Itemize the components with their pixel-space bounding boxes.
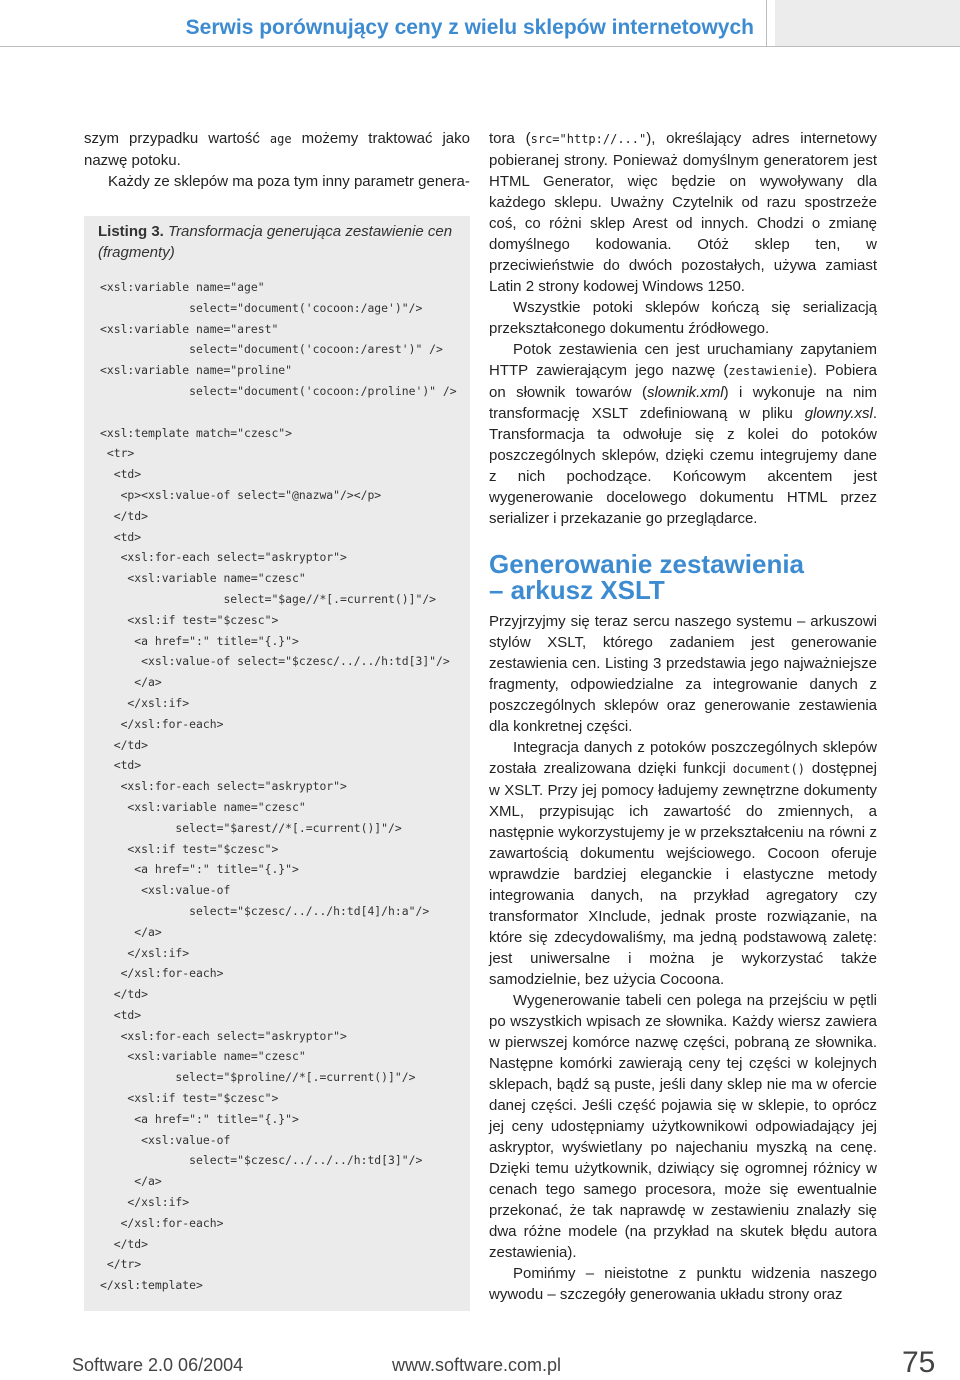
right-column xyxy=(489,128,877,1305)
inline-code: document() xyxy=(732,762,805,776)
header-divider xyxy=(766,0,767,46)
footer-magazine-issue: Software 2.0 06/2004 xyxy=(72,1355,244,1375)
paragraph: Każdy ze sklepów ma poza tym inny parametr genera- xyxy=(108,173,470,190)
paragraph: Pomińmy – nieistotne z punktu widzenia naszego wywodu – szczegóły generowania układu strony oraz xyxy=(489,1265,877,1303)
paragraph: Wygenerowanie tabeli cen polega na przejściu w pętli po wszystkich wpisach ze słownika. Każdy wiersz zawiera w pierwszej komórce nazwę części, pobraną ze słownika. Następne komórki zawierają ceny tej części w kolejnych sklepach, bądź są puste, jeśli dany sklep nie ma w ofercie danej części. Jeśli część pojawia się w sklepie, to oprócz jej ceny udostępniamy użytkownikowi odpowiadający jej askryptor, wyświetlany po najechaniu myszką na cenę. Dzięki temu użytkownik, dziwiący się ogromnej różnicy w cenach tego samego procesora, może się ewentualnie przekonać, że tak naprawdę w zestawieniu znalazły się dwa różne modele (na przykład na skutek błędu autora zestawienia). xyxy=(489,992,877,1261)
header-rule xyxy=(0,46,960,47)
paragraph: szym przypadku wartość age możemy traktować jako nazwę potoku. xyxy=(84,130,470,169)
section-heading: Generowanie zestawienia – arkusz XSLT xyxy=(489,549,805,605)
footer-website: www.software.com.pl xyxy=(392,1355,562,1375)
page-number: 75 xyxy=(902,1346,936,1379)
inline-code: src="http://..." xyxy=(530,132,647,146)
inline-code: zestawienie xyxy=(728,364,808,378)
left-column-intro xyxy=(84,128,470,192)
paragraph: Wszystkie potoki sklepów kończą się serializacją przekształconego dokumentu źródłowego. xyxy=(489,299,877,337)
paragraph: Integracja danych z potoków poszczególnych sklepów została zrealizowana dzięki funkcji document() dostępnej w XSLT. Przy jej pomocy ładujemy zewnętrzne dokumenty XML, przypisując ich zawartość do zmiennych, a następnie wykorzystujemy je w przekształceniu na równi z zawartością dokumentu wejściowego. Cocoon oferuje wprawdzie bardziej eleganckie i elastyczne metody integrowania danych, na przykład agregatory czy transformator XInclude, jednak proste rozwiązanie, na które się zdecydowaliśmy, ma jedną podstawową zaletę: jest uniwersalne i można je wykorzystać także samodzielnie, bez użycia Cocoona. xyxy=(489,739,877,988)
paragraph: tora (src="http://..."), określający adres internetowy pobieranej strony. Ponieważ domyślnym generatorem jest HTML Generator, więc będzie on wywoływany dla każdego sklepu. Uważny Czytelnik od razu spostrzeże coś, co różni sklep Arest od innych. Chodzi o zmianę domyślnego kodowania. Otóż sklep ten, w przeciwieństwie do dwóch pozostałych, używa zamiast Latin 2 strony kodowej Windows 1250. xyxy=(489,130,877,295)
code-listing: <xsl:variable name="age" select="document('cocoon:/age')"/> <xsl:variable name="arest" select="document('cocoon:/arest')" /> <xsl:variable name="proline" select="document('cocoon:/proline')" /> <xsl:template match="czesc"> <tr> <td> <p><xsl:value-of select="@nazwa"/></p> </td> <td> <xsl:for-each select="askryptor"> <xsl:variable name="czesc" select="$age//*[.=current()]"/> <xsl:if test="$czesc"> <a href=":" title="{.}"> <xsl:value-of select="$czesc/../../h:td[3]"/> </a> </xsl:if> </xsl:for-each> </td> <td> <xsl:for-each select="askryptor"> <xsl:variable name="czesc" select="$arest//*[.=current()]"/> <xsl:if test="$czesc"> <a href=":" title="{.}"> <xsl:value-of select="$czesc/../../h:td[4]/h:a"/> </a> </xsl:if> </xsl:for-each> </td> <td> <xsl:for-each select="askryptor"> <xsl:variable name="czesc" select="$proline//*[.=current()]"/> <xsl:if test="$czesc"> <a href=":" title="{.}"> <xsl:value-of select="$czesc/../../../h:td[3]"/> </a> </xsl:if> </xsl:for-each> </td> </tr> </xsl:template> xyxy=(100,280,457,1293)
listing-label: Listing 3. xyxy=(98,223,164,240)
paragraph: Potok zestawienia cen jest uruchamiany zapytaniem HTTP zawierającym jego nazwę (zestawienie). Pobiera on słownik towarów (slownik.xml) i wykonuje na nim transformację XSLT zdefiniowaną w pliku glowny.xsl. Transformacja ta odwołuje się z kolei do potoków poszczególnych sklepów, dzięki czemu integrujemy dane z nich pochodzące. Końcowym akcentem jest wygenerowanie docelowego dokumentu HTML przez serializer i przekazanie go przeglądarce. xyxy=(489,341,878,527)
paragraph: Przyjrzyjmy się teraz sercu naszego systemu – arkuszowi stylów XSLT, którego zadaniem jest generowanie zestawienia cen. Listing 3 przedstawia jego najważniejsze fragmenty, odpowiedzialne za integrowanie danych z poszczególnych sklepów oraz generowanie zestawienia dla konkretnej części. xyxy=(489,613,877,735)
running-header-title: Serwis porównujący ceny z wielu sklepów internetowych xyxy=(185,16,754,39)
listing-caption xyxy=(98,221,458,263)
listing-title: Transformacja generująca zestawienie cen (fragmenty) xyxy=(98,223,453,261)
inline-code: age xyxy=(269,132,292,146)
header-corner-block xyxy=(775,0,960,46)
